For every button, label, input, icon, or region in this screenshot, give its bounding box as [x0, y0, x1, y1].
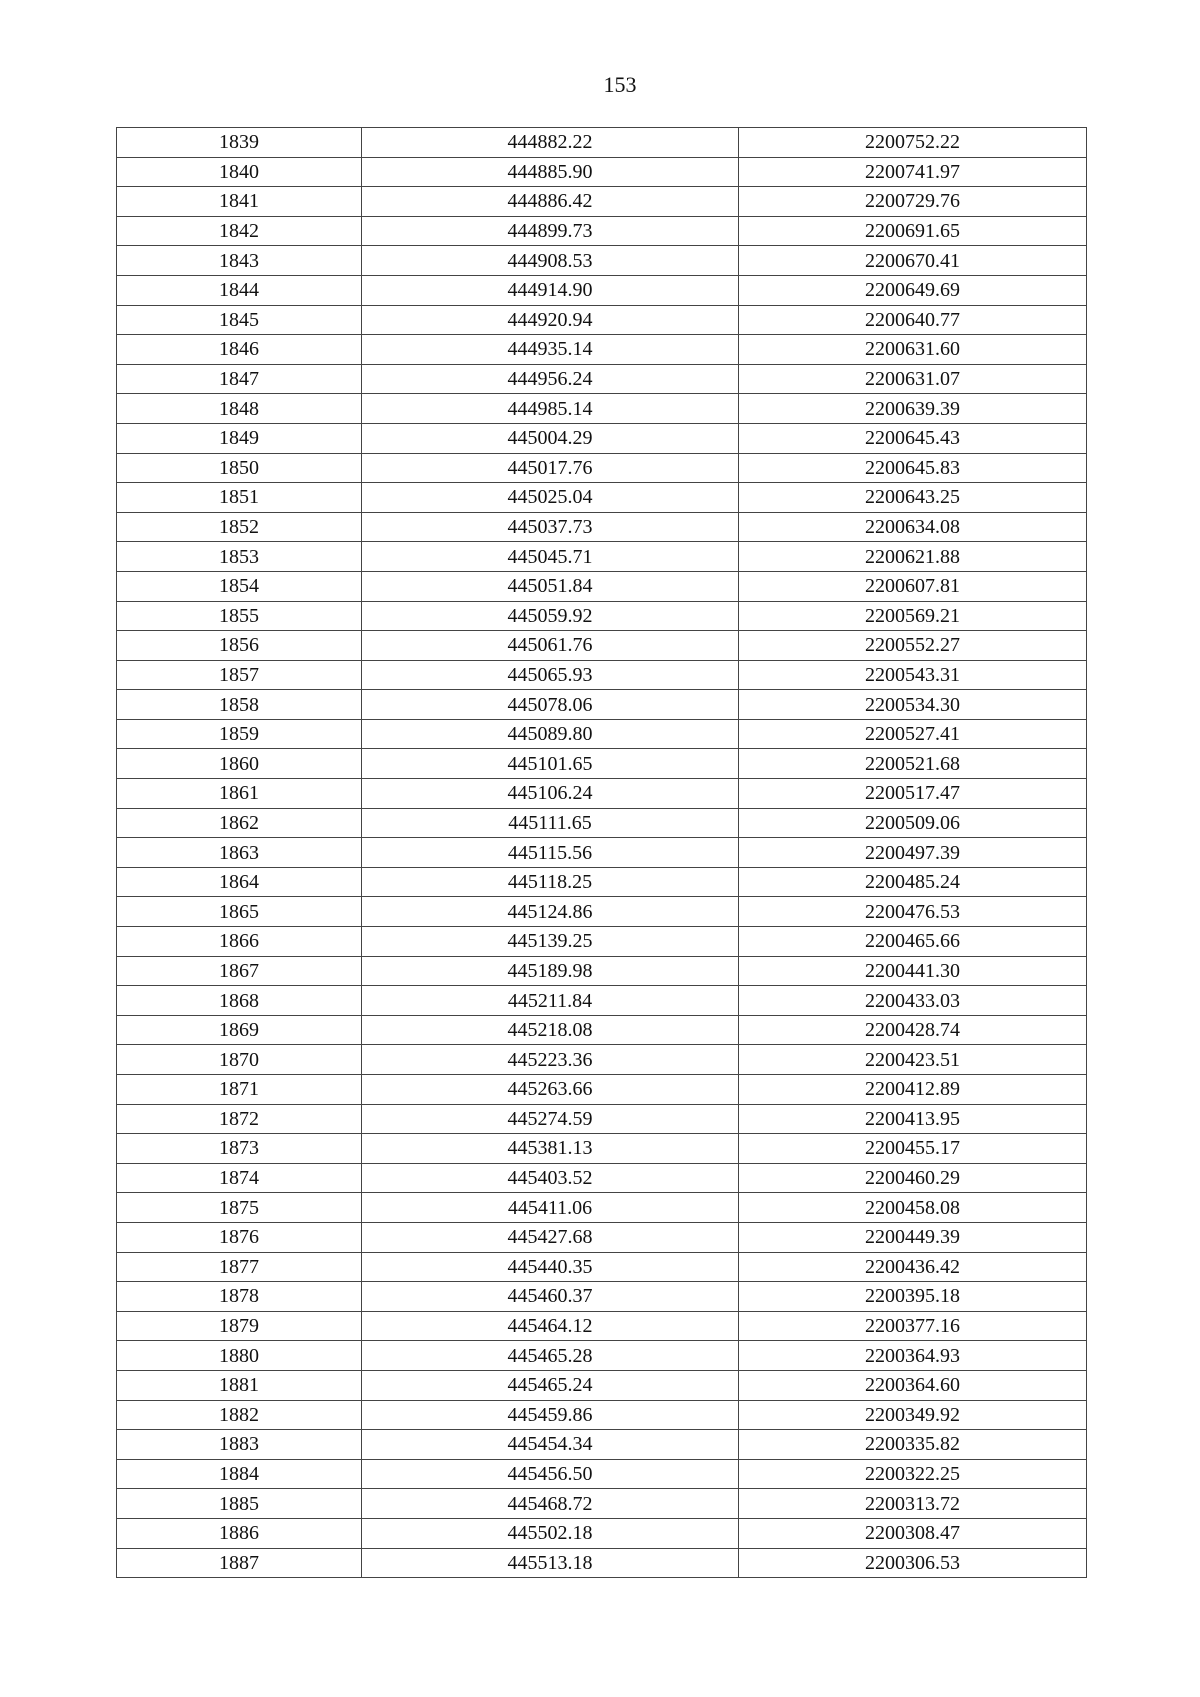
- table-row: [117, 1489, 1087, 1519]
- x-coordinate-cell: 445124.86: [362, 897, 739, 927]
- x-coordinate-cell: 445465.24: [362, 1370, 739, 1400]
- x-coordinate-cell: 445456.50: [362, 1459, 739, 1489]
- point-number-cell: 1876: [117, 1222, 362, 1252]
- table-row: [117, 1222, 1087, 1252]
- x-coordinate-cell: 445065.93: [362, 660, 739, 690]
- table-row: [117, 512, 1087, 542]
- table-row: [117, 838, 1087, 868]
- x-coordinate-cell: 445051.84: [362, 571, 739, 601]
- table-row: [117, 1548, 1087, 1578]
- y-coordinate-cell: 2200395.18: [739, 1282, 1087, 1312]
- table-row: [117, 927, 1087, 957]
- point-number-cell: 1849: [117, 423, 362, 453]
- x-coordinate-cell: 444914.90: [362, 275, 739, 305]
- x-coordinate-cell: 444886.42: [362, 187, 739, 217]
- point-number-cell: 1864: [117, 867, 362, 897]
- table-row: [117, 690, 1087, 720]
- y-coordinate-cell: 2200428.74: [739, 1015, 1087, 1045]
- y-coordinate-cell: 2200552.27: [739, 631, 1087, 661]
- table-row: [117, 1430, 1087, 1460]
- point-number-cell: 1843: [117, 246, 362, 276]
- point-number-cell: 1854: [117, 571, 362, 601]
- x-coordinate-cell: 445381.13: [362, 1134, 739, 1164]
- y-coordinate-cell: 2200412.89: [739, 1075, 1087, 1105]
- y-coordinate-cell: 2200569.21: [739, 601, 1087, 631]
- table-row: [117, 1193, 1087, 1223]
- table-row: [117, 453, 1087, 483]
- table-row: [117, 542, 1087, 572]
- y-coordinate-cell: 2200534.30: [739, 690, 1087, 720]
- x-coordinate-cell: 444920.94: [362, 305, 739, 335]
- x-coordinate-cell: 445189.98: [362, 956, 739, 986]
- table-row: [117, 1134, 1087, 1164]
- point-number-cell: 1867: [117, 956, 362, 986]
- x-coordinate-cell: 445454.34: [362, 1430, 739, 1460]
- x-coordinate-cell: 444985.14: [362, 394, 739, 424]
- x-coordinate-cell: 445427.68: [362, 1222, 739, 1252]
- table-row: [117, 1370, 1087, 1400]
- table-row: [117, 128, 1087, 158]
- x-coordinate-cell: 445218.08: [362, 1015, 739, 1045]
- table-row: [117, 1104, 1087, 1134]
- point-number-cell: 1877: [117, 1252, 362, 1282]
- point-number-cell: 1871: [117, 1075, 362, 1105]
- x-coordinate-cell: 445211.84: [362, 986, 739, 1016]
- x-coordinate-cell: 445004.29: [362, 423, 739, 453]
- point-number-cell: 1869: [117, 1015, 362, 1045]
- x-coordinate-cell: 445017.76: [362, 453, 739, 483]
- point-number-cell: 1885: [117, 1489, 362, 1519]
- point-number-cell: 1841: [117, 187, 362, 217]
- y-coordinate-cell: 2200543.31: [739, 660, 1087, 690]
- table-row: [117, 275, 1087, 305]
- y-coordinate-cell: 2200639.39: [739, 394, 1087, 424]
- point-number-cell: 1846: [117, 335, 362, 365]
- point-number-cell: 1839: [117, 128, 362, 158]
- table-row: [117, 1459, 1087, 1489]
- table-row: [117, 571, 1087, 601]
- y-coordinate-cell: 2200509.06: [739, 808, 1087, 838]
- table-row: [117, 483, 1087, 513]
- y-coordinate-cell: 2200607.81: [739, 571, 1087, 601]
- x-coordinate-cell: 445411.06: [362, 1193, 739, 1223]
- coordinates-table-body: [117, 128, 1087, 1578]
- y-coordinate-cell: 2200645.83: [739, 453, 1087, 483]
- point-number-cell: 1844: [117, 275, 362, 305]
- x-coordinate-cell: 444935.14: [362, 335, 739, 365]
- table-row: [117, 216, 1087, 246]
- x-coordinate-cell: 445440.35: [362, 1252, 739, 1282]
- point-number-cell: 1886: [117, 1518, 362, 1548]
- point-number-cell: 1880: [117, 1341, 362, 1371]
- table-row: [117, 808, 1087, 838]
- x-coordinate-cell: 445059.92: [362, 601, 739, 631]
- point-number-cell: 1875: [117, 1193, 362, 1223]
- y-coordinate-cell: 2200306.53: [739, 1548, 1087, 1578]
- table-row: [117, 867, 1087, 897]
- x-coordinate-cell: 445089.80: [362, 719, 739, 749]
- x-coordinate-cell: 444885.90: [362, 157, 739, 187]
- point-number-cell: 1865: [117, 897, 362, 927]
- x-coordinate-cell: 445115.56: [362, 838, 739, 868]
- point-number-cell: 1863: [117, 838, 362, 868]
- point-number-cell: 1855: [117, 601, 362, 631]
- table-row: [117, 660, 1087, 690]
- table-row: [117, 423, 1087, 453]
- point-number-cell: 1874: [117, 1163, 362, 1193]
- page-number: 153: [603, 72, 637, 97]
- table-row: [117, 157, 1087, 187]
- y-coordinate-cell: 2200621.88: [739, 542, 1087, 572]
- point-number-cell: 1868: [117, 986, 362, 1016]
- x-coordinate-cell: 444956.24: [362, 364, 739, 394]
- x-coordinate-cell: 444882.22: [362, 128, 739, 158]
- x-coordinate-cell: 445513.18: [362, 1548, 739, 1578]
- y-coordinate-cell: 2200413.95: [739, 1104, 1087, 1134]
- point-number-cell: 1851: [117, 483, 362, 513]
- y-coordinate-cell: 2200691.65: [739, 216, 1087, 246]
- point-number-cell: 1840: [117, 157, 362, 187]
- point-number-cell: 1879: [117, 1311, 362, 1341]
- point-number-cell: 1848: [117, 394, 362, 424]
- y-coordinate-cell: 2200349.92: [739, 1400, 1087, 1430]
- y-coordinate-cell: 2200423.51: [739, 1045, 1087, 1075]
- y-coordinate-cell: 2200649.69: [739, 275, 1087, 305]
- y-coordinate-cell: 2200449.39: [739, 1222, 1087, 1252]
- x-coordinate-cell: 445101.65: [362, 749, 739, 779]
- y-coordinate-cell: 2200455.17: [739, 1134, 1087, 1164]
- table-row: [117, 1252, 1087, 1282]
- x-coordinate-cell: 445045.71: [362, 542, 739, 572]
- table-row: [117, 364, 1087, 394]
- y-coordinate-cell: 2200465.66: [739, 927, 1087, 957]
- y-coordinate-cell: 2200364.93: [739, 1341, 1087, 1371]
- table-row: [117, 335, 1087, 365]
- table-row: [117, 1015, 1087, 1045]
- point-number-cell: 1866: [117, 927, 362, 957]
- point-number-cell: 1858: [117, 690, 362, 720]
- table-row: [117, 1311, 1087, 1341]
- point-number-cell: 1883: [117, 1430, 362, 1460]
- y-coordinate-cell: 2200729.76: [739, 187, 1087, 217]
- point-number-cell: 1850: [117, 453, 362, 483]
- point-number-cell: 1862: [117, 808, 362, 838]
- point-number-cell: 1842: [117, 216, 362, 246]
- y-coordinate-cell: 2200485.24: [739, 867, 1087, 897]
- y-coordinate-cell: 2200670.41: [739, 246, 1087, 276]
- table-row: [117, 246, 1087, 276]
- x-coordinate-cell: 445460.37: [362, 1282, 739, 1312]
- y-coordinate-cell: 2200433.03: [739, 986, 1087, 1016]
- table-row: [117, 187, 1087, 217]
- point-number-cell: 1852: [117, 512, 362, 542]
- point-number-cell: 1884: [117, 1459, 362, 1489]
- point-number-cell: 1845: [117, 305, 362, 335]
- table-row: [117, 719, 1087, 749]
- x-coordinate-cell: 445111.65: [362, 808, 739, 838]
- y-coordinate-cell: 2200364.60: [739, 1370, 1087, 1400]
- table-row: [117, 601, 1087, 631]
- point-number-cell: 1873: [117, 1134, 362, 1164]
- point-number-cell: 1859: [117, 719, 362, 749]
- y-coordinate-cell: 2200634.08: [739, 512, 1087, 542]
- x-coordinate-cell: 445468.72: [362, 1489, 739, 1519]
- point-number-cell: 1860: [117, 749, 362, 779]
- table-row: [117, 956, 1087, 986]
- point-number-cell: 1870: [117, 1045, 362, 1075]
- y-coordinate-cell: 2200631.60: [739, 335, 1087, 365]
- table-row: [117, 1045, 1087, 1075]
- y-coordinate-cell: 2200640.77: [739, 305, 1087, 335]
- y-coordinate-cell: 2200436.42: [739, 1252, 1087, 1282]
- y-coordinate-cell: 2200517.47: [739, 779, 1087, 809]
- y-coordinate-cell: 2200631.07: [739, 364, 1087, 394]
- x-coordinate-cell: 445502.18: [362, 1518, 739, 1548]
- x-coordinate-cell: 445459.86: [362, 1400, 739, 1430]
- table-row: [117, 1341, 1087, 1371]
- table-row: [117, 1518, 1087, 1548]
- y-coordinate-cell: 2200645.43: [739, 423, 1087, 453]
- table-row: [117, 749, 1087, 779]
- x-coordinate-cell: 445061.76: [362, 631, 739, 661]
- table-row: [117, 1075, 1087, 1105]
- x-coordinate-cell: 445118.25: [362, 867, 739, 897]
- point-number-cell: 1878: [117, 1282, 362, 1312]
- point-number-cell: 1872: [117, 1104, 362, 1134]
- y-coordinate-cell: 2200313.72: [739, 1489, 1087, 1519]
- y-coordinate-cell: 2200497.39: [739, 838, 1087, 868]
- table-row: [117, 305, 1087, 335]
- table-row: [117, 1400, 1087, 1430]
- x-coordinate-cell: 445037.73: [362, 512, 739, 542]
- y-coordinate-cell: 2200752.22: [739, 128, 1087, 158]
- point-number-cell: 1856: [117, 631, 362, 661]
- x-coordinate-cell: 444899.73: [362, 216, 739, 246]
- table-row: [117, 1282, 1087, 1312]
- point-number-cell: 1847: [117, 364, 362, 394]
- y-coordinate-cell: 2200476.53: [739, 897, 1087, 927]
- point-number-cell: 1853: [117, 542, 362, 572]
- y-coordinate-cell: 2200527.41: [739, 719, 1087, 749]
- y-coordinate-cell: 2200643.25: [739, 483, 1087, 513]
- point-number-cell: 1887: [117, 1548, 362, 1578]
- point-number-cell: 1861: [117, 779, 362, 809]
- y-coordinate-cell: 2200308.47: [739, 1518, 1087, 1548]
- x-coordinate-cell: 445403.52: [362, 1163, 739, 1193]
- y-coordinate-cell: 2200460.29: [739, 1163, 1087, 1193]
- y-coordinate-cell: 2200741.97: [739, 157, 1087, 187]
- point-number-cell: 1881: [117, 1370, 362, 1400]
- x-coordinate-cell: 445106.24: [362, 779, 739, 809]
- point-number-cell: 1882: [117, 1400, 362, 1430]
- x-coordinate-cell: 445464.12: [362, 1311, 739, 1341]
- x-coordinate-cell: 445078.06: [362, 690, 739, 720]
- table-row: [117, 1163, 1087, 1193]
- x-coordinate-cell: 445223.36: [362, 1045, 739, 1075]
- x-coordinate-cell: 445139.25: [362, 927, 739, 957]
- coordinates-table: [116, 127, 1087, 1578]
- x-coordinate-cell: 445025.04: [362, 483, 739, 513]
- x-coordinate-cell: 444908.53: [362, 246, 739, 276]
- x-coordinate-cell: 445274.59: [362, 1104, 739, 1134]
- table-row: [117, 394, 1087, 424]
- point-number-cell: 1857: [117, 660, 362, 690]
- y-coordinate-cell: 2200521.68: [739, 749, 1087, 779]
- y-coordinate-cell: 2200458.08: [739, 1193, 1087, 1223]
- y-coordinate-cell: 2200322.25: [739, 1459, 1087, 1489]
- y-coordinate-cell: 2200377.16: [739, 1311, 1087, 1341]
- y-coordinate-cell: 2200335.82: [739, 1430, 1087, 1460]
- table-row: [117, 779, 1087, 809]
- x-coordinate-cell: 445465.28: [362, 1341, 739, 1371]
- table-row: [117, 897, 1087, 927]
- table-row: [117, 631, 1087, 661]
- table-row: [117, 986, 1087, 1016]
- x-coordinate-cell: 445263.66: [362, 1075, 739, 1105]
- y-coordinate-cell: 2200441.30: [739, 956, 1087, 986]
